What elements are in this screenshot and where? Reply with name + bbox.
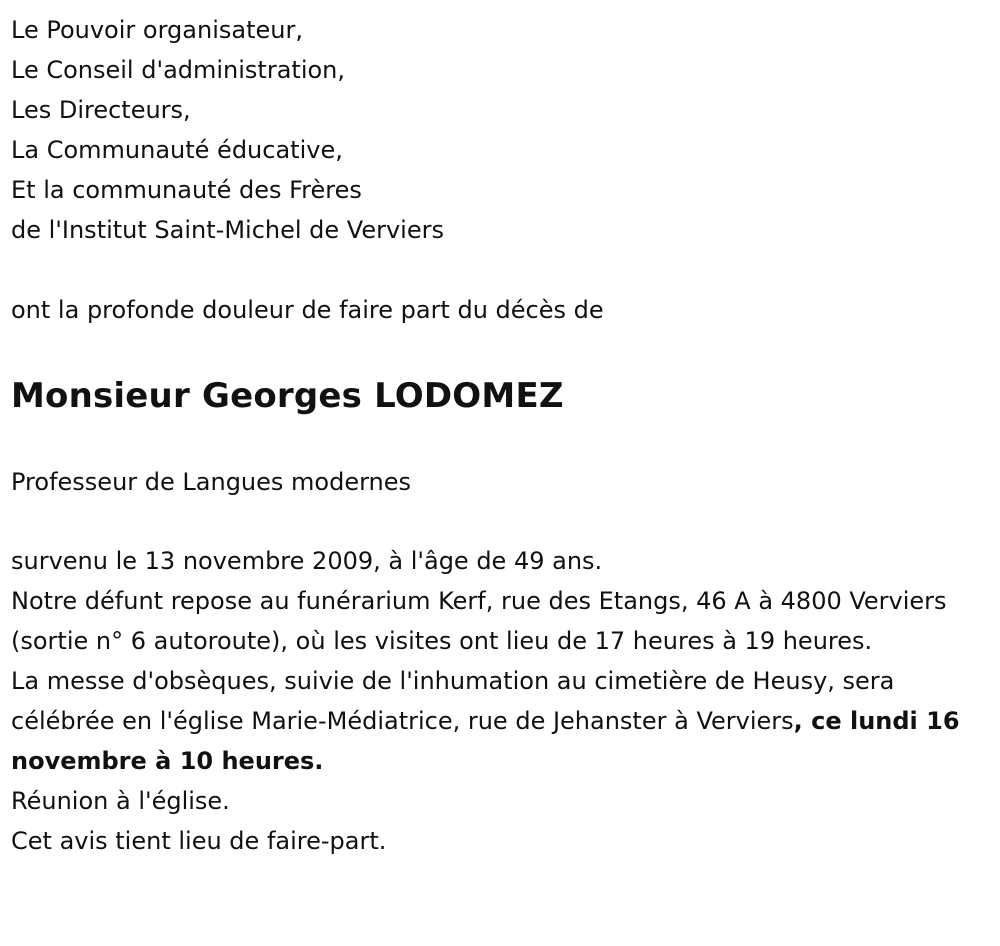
senders-block xyxy=(11,10,988,250)
sender-line: Le Pouvoir organisateur, xyxy=(11,16,303,44)
deceased-name: Monsieur Georges LODOMEZ xyxy=(11,376,564,416)
sender-line: La Communauté éducative, xyxy=(11,136,343,164)
sender-line: Les Directeurs, xyxy=(11,96,191,124)
funeral-home-info: Notre défunt repose au funérarium Kerf, rue des Etangs, 46 A à 4800 Verviers (sortie n° 6 autoroute), où les visites ont lieu de 17 heures à 19 heures. xyxy=(11,587,947,655)
sender-line: de l'Institut Saint-Michel de Verviers xyxy=(11,216,444,244)
sender-line: Et la communauté des Frères xyxy=(11,176,362,204)
mass-date-time: , ce lundi 16 novembre à 10 heures. xyxy=(11,707,960,775)
mass-info xyxy=(11,661,986,781)
mass-text: La messe d'obsèques, suivie de l'inhumation au cimetière de Heusy, sera célébrée en l'église Marie-Médiatrice, rue de Jehanster à Verviers xyxy=(11,667,895,735)
announcement-intro: ont la profonde douleur de faire part du décès de xyxy=(11,296,604,324)
meeting-info: Réunion à l'église. xyxy=(11,787,230,815)
closing-note: Cet avis tient lieu de faire-part. xyxy=(11,827,387,855)
death-info: survenu le 13 novembre 2009, à l'âge de 49 ans. xyxy=(11,547,603,575)
sender-line: Le Conseil d'administration, xyxy=(11,56,346,84)
profession: Professeur de Langues modernes xyxy=(11,468,412,496)
